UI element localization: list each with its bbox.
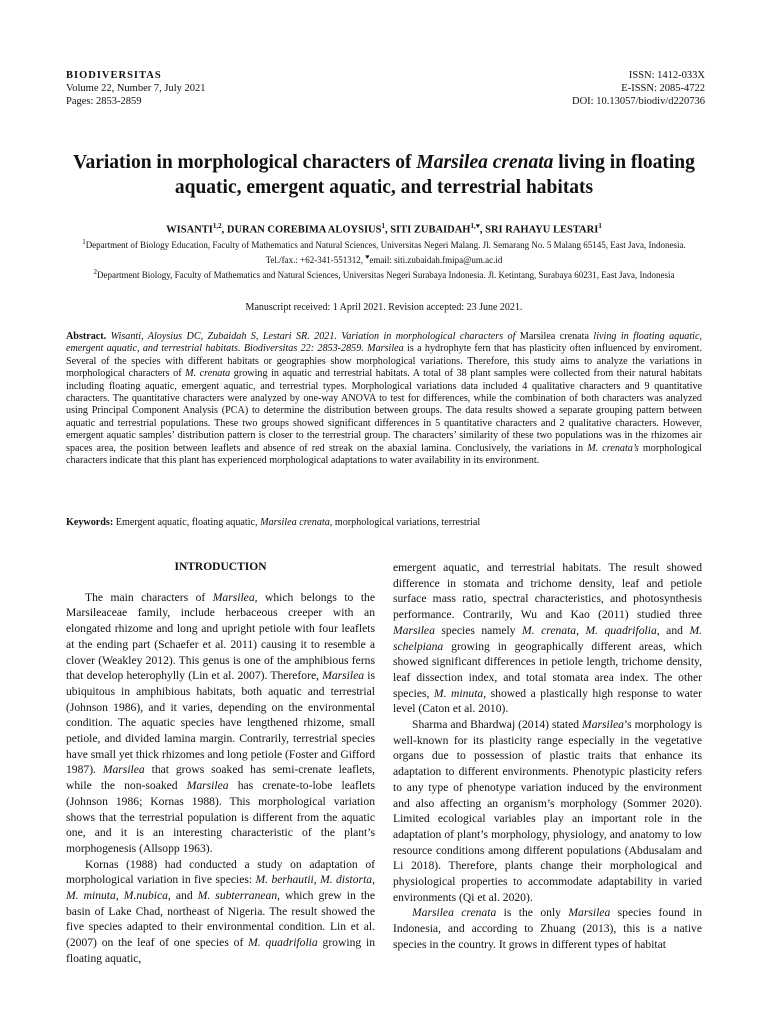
keywords-species: Marsilea crenata [260,517,330,528]
p3-c: species namely [434,623,523,637]
abstract-genus: Marsilea [367,343,404,355]
p2-c: , [313,873,321,887]
abstract-cite-a: Wisanti, Aloysius DC, Zubaidah S, Lestari SR. 2021. Variation in morphological characters of [106,331,520,342]
corresponding-mark: ♥ [365,253,370,261]
affiliation-2-sup: 2 [93,268,97,276]
p3-h: M. schelpiana [393,623,702,653]
author-2-sup: 1 [381,222,385,230]
manuscript-dates: Manuscript received: 1 April 2021. Revision accepted: 23 June 2021. [245,302,523,313]
p5-a: Marsilea crenata [412,906,497,920]
author-2: , DURAN COREBIMA ALOYSIUS [221,224,382,236]
p2-g: , [115,889,124,903]
journal-header-left [66,69,206,108]
author-4-sup: 1 [598,222,602,230]
title-species: Marsilea crenata [416,152,554,173]
p2-e: , [372,873,375,887]
author-4: , SRI RAHAYU LESTARI [479,224,599,236]
p3-i: growing in geographically different areas, which showed significant differences in petiole length, trichome density, leaf dissection index, and total stomata area index. The other species, [393,639,702,700]
abstract-text-2: growing in aquatic and terrestrial habitats. A total of 38 plant samples were collected from their natural habitats including floating aquatic, emergent aquatic, and terrestrial types. Morphological variations data included 4 qualitative characters and 9 quantitative characters. The quantitative characters were analyzed by one-way ANOVA to test for differences, while the combination of both characters was analyzed using Principal Component Analysis (PCA) to determine the distribution between groups. The data results showed a separate grouping pattern between aquatic and terrestrial populations. These two groups showed significant differences in 5 quantitative characters and 2 qualitative characters. However, emergent aquatic samples’ distribution pattern is closer to the terrestrial group. The characters’ similarity of these two populations was in the rhizomes air spaces area, the position between leaflets and absence of red streak on the abaxial lamina. Conclusively, the variations in [66,368,703,454]
journal-volume: Volume 22, Number 7, July 2021 [66,83,206,94]
author-3: , SITI ZUBAIDAH [384,224,471,236]
abstract-species-3: M. crenata’s [587,442,639,454]
keywords [66,517,702,528]
affiliation-1-text: Department of Biology Education, Faculty of Mathematics and Natural Sciences, Universitas Negeri Malang. Jl. Semarang No. 5 Malang 65145, East Java, Indonesia. Tel./fax.: +62-341-551312, [85,240,686,265]
affiliation-2 [66,266,702,281]
issn: ISSN: 1412-033X [628,70,705,81]
p5-b: is the only [496,906,569,920]
p2-b: M. berhautii [255,873,314,887]
intro-paragraph-1 [66,590,375,857]
intro-paragraph-5 [393,905,702,952]
p1-i: has crenate-to-lobe leaflets (Johnson 1986; Kornas 1988). This morphological variation shows that the terrestrial population is different from the aquatic one, and it is an interesting characteristic of the plant’s morphogenesis (Allsopp 1963). [66,779,375,855]
author-1: WISANTI [166,224,213,236]
p2-d: M. distorta [320,873,373,887]
p1-c: , which belongs to the Marsileaceae family, include herbaceous creeper with an elongated rhizome and long and upright petiole with four leaflets at the ending part (Schaefer et al. 2011) causing it to resemble a clover (Weakley 2012). This genus is one of the amphibious ferns that develop heterophylly (Lin et al. 2007). Therefore, [66,590,375,683]
author-1-sup: 1,2 [212,222,222,230]
p3-k: , showed a plastically high response to water level (Caton et al. 2010). [393,686,702,716]
p4-c: ’s morphology is well-known for its plasticity range especially in the vegetative organs due to possession of plastic traits that enhance its adaptation to different environments. Phenotypic plasticity refers to any type of phenotype variation induced by the environment and also affecting an organism’s morphology (Sommer 2020). Limited ecological variables play an important role in the adaptation of plant’s morphology, physiology, and anatomy to low resource conditions among different populations (Abdusalam and Li 2018). Therefore, plants change their morphological and physiological properties to accommodate adaptability in varied environments (Qi et al. 2020). [393,718,702,904]
abstract-cite-species: Marsilea crenata [519,331,589,342]
journal-name: BIODIVERSITAS [66,70,162,81]
abstract-species-2: M. crenata [185,368,231,380]
p3-e: , [576,623,586,637]
p3-f: M. quadrifolia [585,623,657,637]
p3-a: emergent aquatic, and terrestrial habitats. The result showed difference in stomata and trichome density, leaf and petiole surface mass ratio, spectral characteristics, and photosynthesis performance. Contrarily, Wu and Kao (2011) studied three [393,561,702,622]
affiliation-2-text: Department Biology, Faculty of Mathematics and Natural Sciences, Universitas Negeri Surabaya Indonesia. Jl. Ketintang, Surabaya 60231, East Java, Indonesia [96,270,675,280]
eissn: E-ISSN: 2085-4722 [621,83,705,94]
intro-paragraph-2 [66,857,375,967]
p1-d: Marsilea [322,669,365,683]
intro-paragraph-3 [393,560,702,717]
abstract-label: Abstract. [66,331,107,342]
p3-g: , and [656,623,690,637]
p2-k: , which grew in the basin of Lake Chad, northeast of Nigeria. The result showed the five species adapted to their environmental condition. Lin et al. (2007) on the leaf of one species of [66,889,375,950]
p2-j: M. subterranean [197,889,278,903]
author-3-sup: 1,♥ [470,222,480,230]
section-heading-introduction: INTRODUCTION [174,561,267,573]
column-right [393,560,702,953]
keywords-text-2: , morphological variations, terrestrial [329,517,481,528]
p3-d: M. crenata [522,623,577,637]
p4-b: Marsilea [582,718,624,732]
p1-h: Marsilea [186,779,229,793]
affiliation-1-sup: 1 [82,238,86,246]
p2-i: , and [167,889,198,903]
p1-e: is ubiquitous in amphibious habitats, both aquatic and terrestrial (Johnson 1986), and it varies, depending on the environmental condition. The aquatic species have lengthened rhizome, small petiole, and divided lamina margin. Contrarily, terrestrial species have small yet thick rhizomes and long petiole (Foster and Gifford 1987). [66,669,375,777]
abstract-text-3: morphological characters indicate that this plant has experienced morphological adaptations to water availability in its environment. [66,442,702,467]
p1-g: that grows soaked has semi-crenate leaflets, while the non-soaked [66,763,375,793]
p2-f: M. minuta [66,889,116,903]
journal-header-right [572,69,705,108]
paper-title [70,150,698,200]
keywords-label: Keywords: [66,517,114,528]
corresponding-email: email: siti.zubaidah.fmipa@um.ac.id [369,255,503,265]
p3-b: Marsilea [393,623,435,637]
title-part2: living in floating aquatic, emergent aquatic, and terrestrial habitats [174,152,695,198]
p5-d: species found in Indonesia, and according to Zhuang (2013), this is a native species in the country. It grows in different types of habitat [393,906,702,951]
abstract [66,331,702,467]
keywords-text-1: Emergent aquatic, floating aquatic, [113,517,261,528]
p1-a: The main characters of [85,590,213,604]
p3-j: M. minuta [433,686,484,700]
p2-l: M. quadrifolia [248,936,318,950]
affiliation-1 [66,236,702,266]
intro-paragraph-4 [393,717,702,905]
p4-a: Sharma and Bhardwaj (2014) stated [412,718,583,732]
title-part1: Variation in morphological characters of [73,152,417,173]
p2-m: growing in floating aquatic, [66,936,376,965]
p2-h: M.nubica [123,889,168,903]
journal-pages: Pages: 2853-2859 [66,96,142,107]
p1-b: Marsilea [212,590,255,604]
abstract-cite-b: living in floating aquatic, emergent aquatic, and terrestrial habitats. Biodiversitas 22: 2853-2859. [66,331,702,355]
author-list [70,222,698,236]
p5-c: Marsilea [568,906,611,920]
column-left [66,560,375,967]
doi: DOI: 10.13057/biodiv/d220736 [572,96,705,107]
abstract-text-1: is a hydrophyte fern that has plasticity often influenced by enviroment. Several of the species with different habitats or geographies show morphological variations. Therefore, this study aims to analyze the variations in morphological characters of [66,343,702,380]
affiliations [66,236,702,281]
p1-f: Marsilea [102,763,145,777]
p2-a: Kornas (1988) had conducted a study on adaptation of morphological variation in five species: [66,857,375,887]
